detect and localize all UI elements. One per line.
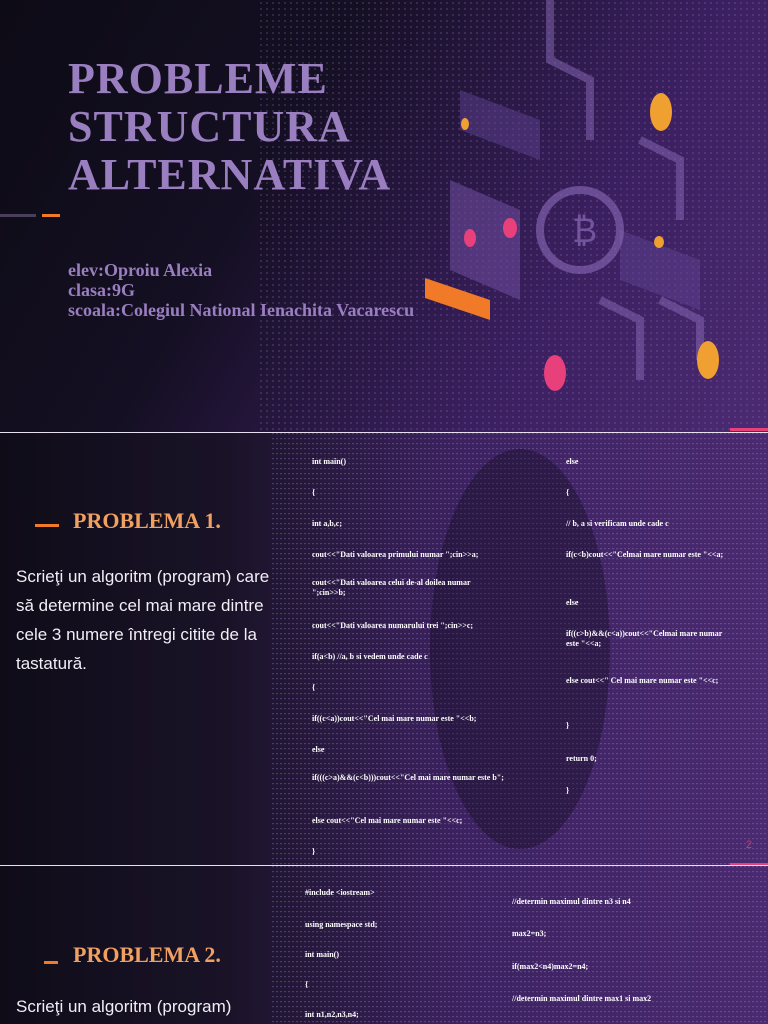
- svg-text:₿: ₿: [572, 212, 598, 250]
- code-line: max2=n3;: [512, 929, 547, 938]
- accent-dash: [44, 961, 58, 964]
- code-line: }: [312, 847, 316, 856]
- problem-title: PROBLEMA 2.: [73, 942, 221, 967]
- code-line: if(max2<n4)max2=n4;: [512, 962, 589, 971]
- code-line: if((c<a))cout<<"Cel mai mare numar este "<<b;: [312, 714, 477, 723]
- slide-problem-1[interactable]: [0, 433, 768, 865]
- code-line: // b, a si verificam unde cade c: [566, 519, 669, 528]
- code-line: int main(): [305, 950, 339, 959]
- code-line: else: [312, 745, 325, 754]
- code-line: int a,b,c;: [312, 519, 342, 528]
- code-line: //determin maximul dintre max1 si max2: [512, 994, 652, 1003]
- problem-statement: Scrieţi un algoritm (program): [16, 997, 232, 1016]
- code-line: {: [312, 488, 316, 497]
- author-info: [68, 260, 414, 320]
- code-line: }: [566, 721, 570, 730]
- code-line: }: [566, 786, 570, 795]
- code-line: cout<<"Dati valoarea primului numar ";cin>>a;: [312, 550, 479, 559]
- code-line: {: [312, 683, 316, 692]
- school-name: scoala:Colegiul National Ienachita Vacarescu: [68, 300, 415, 320]
- code-line: using namespace std;: [305, 920, 378, 929]
- student-name: elev:Oproiu Alexia: [68, 260, 213, 280]
- accent-dash: [42, 214, 60, 217]
- class-name: clasa:9G: [68, 280, 135, 300]
- code-line: else: [566, 598, 579, 607]
- code-line: else: [566, 457, 579, 466]
- page-number: 2: [745, 839, 752, 851]
- code-line: int main(): [312, 457, 346, 466]
- accent-dash: [35, 524, 59, 527]
- code-line: else cout<<"Cel mai mare numar este "<<c;: [312, 816, 463, 825]
- accent-dash: [0, 214, 36, 217]
- code-line: int n1,n2,n3,n4;: [305, 1010, 359, 1019]
- accent-dash: [730, 428, 768, 431]
- code-line: if((c>b)&&(c<a))cout<<"Celmai mare numar este "<<a;: [566, 629, 723, 648]
- code-line: cout<<"Dati valoarea celui de-al doilea numar ";cin>>b;: [312, 578, 471, 597]
- problem-statement: Scrieţi un algoritm (program) care să determine cel mai mare dintre cele 3 numere întregi citite de la tastatură.: [16, 567, 270, 673]
- code-line: #include <iostream>: [305, 888, 375, 897]
- code-line: else cout<<" Cel mai mare numar este "<<c;: [566, 676, 719, 685]
- code-line: {: [566, 488, 570, 497]
- code-line: if(c<b)cout<<"Celmai mare numar este "<<a;: [566, 550, 724, 559]
- slide-title[interactable]: [0, 0, 768, 432]
- code-line: if(((c>a)&&(c<b)))cout<<"Cel mai mare numar este b";: [312, 773, 504, 782]
- problem-title: PROBLEMA 1.: [73, 508, 221, 533]
- presentation-title: PROBLEME STRUCTURA ALTERNATIVA: [68, 54, 392, 199]
- code-line: return 0;: [566, 754, 597, 763]
- code-line: {: [305, 980, 309, 989]
- code-line: if(a<b) //a, b si vedem unde cade c: [312, 652, 428, 661]
- slide-problem-2[interactable]: [0, 866, 768, 1024]
- code-line: //determin maximul dintre n3 si n4: [512, 897, 631, 906]
- code-line: cout<<"Dati valoarea numarului trei ";cin>>c;: [312, 621, 474, 630]
